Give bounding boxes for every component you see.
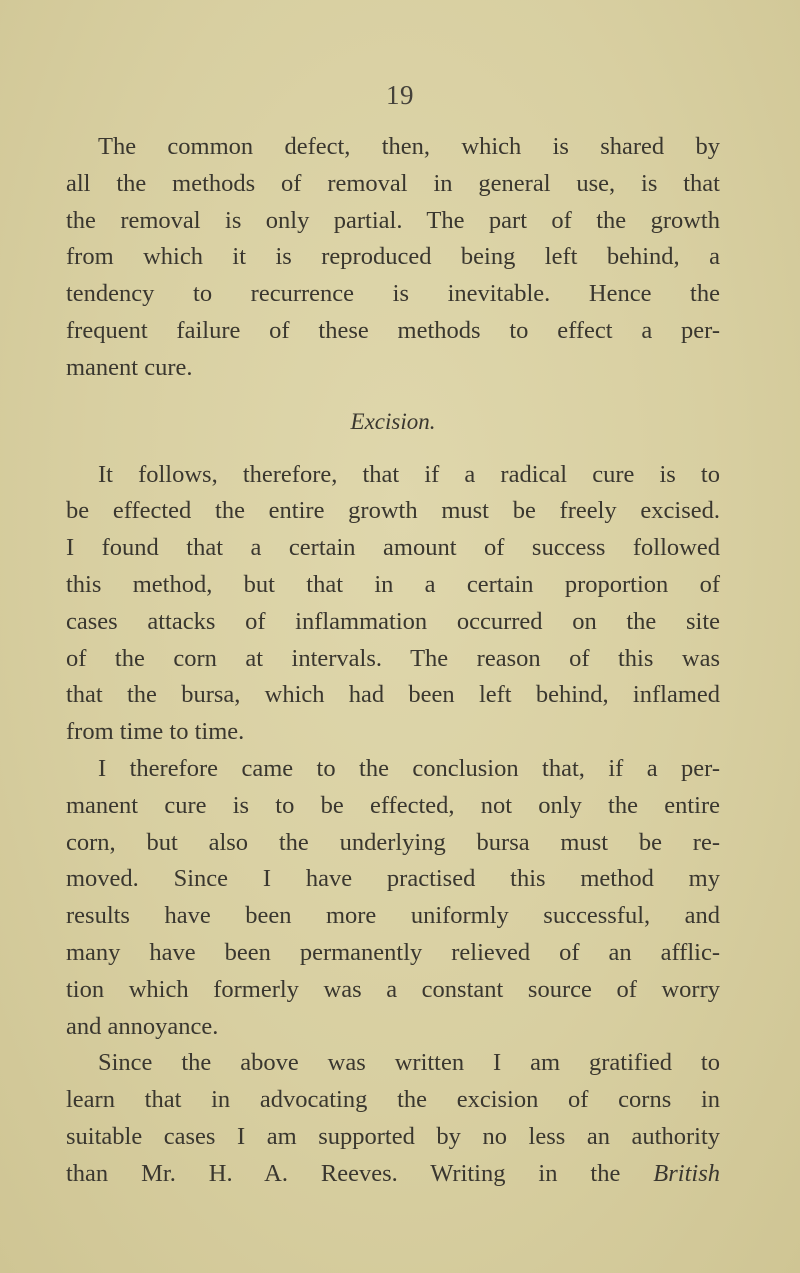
text-line: moved. Since I have practised this method my (66, 865, 720, 893)
paragraph-3 (66, 751, 720, 1045)
text-line: be effected the entire growth must be freely excised. (66, 497, 720, 525)
text-line: I found that a certain amount of success followed (66, 534, 720, 562)
text-line: tion which formerly was a constant source of worry (66, 975, 720, 1003)
text-line: It follows, therefore, that if a radical cure is to (98, 460, 720, 488)
body-text (66, 129, 720, 1193)
italic-word: British (653, 1159, 720, 1187)
page-number: 19 (386, 80, 414, 110)
paragraph-1 (66, 129, 720, 387)
text-line: corn, but also the underlying bursa must be re- (66, 828, 720, 856)
text-line: frequent failure of these methods to effect a per- (66, 316, 720, 344)
text-line: many have been permanently relieved of an afflic- (66, 938, 720, 966)
text-line: results have been more uniformly successful, and (66, 902, 720, 930)
text-line: manent cure is to be effected, not only the entire (66, 791, 720, 819)
text-line-last (66, 1156, 720, 1193)
text-line: suitable cases I am supported by no less an authority (66, 1122, 720, 1150)
text-line: The common defect, then, which is shared by (98, 133, 720, 160)
text-line: from time to time. (66, 718, 245, 746)
text-line: from which it is reproduced being left behind, a (66, 243, 720, 271)
text-line: the removal is only partial. The part of the growth (66, 206, 720, 234)
text-line: cases attacks of inflammation occurred on the site (66, 607, 720, 635)
text-line: that the bursa, which had been left behind, inflamed (66, 681, 720, 709)
text-line: manent cure. (66, 353, 193, 381)
text-line: this method, but that in a certain proportion of (66, 570, 720, 598)
text-line: and annoyance. (66, 1012, 219, 1040)
text-line: learn that in advocating the excision of corns in (66, 1086, 720, 1114)
section-heading: Excision. (350, 408, 436, 434)
text-line: I therefore came to the conclusion that, if a per- (98, 754, 720, 782)
text-run: than Mr. H. A. Reeves. Writing in the (66, 1159, 654, 1187)
text-line: of the corn at intervals. The reason of this was (66, 644, 720, 672)
text-line: all the methods of removal in general use, is that (66, 169, 720, 197)
text-line: tendency to recurrence is inevitable. Hence the (66, 280, 720, 308)
paragraph-2 (66, 457, 720, 751)
text-line: Since the above was written I am gratified to (98, 1049, 720, 1077)
paragraph-4 (66, 1045, 720, 1192)
